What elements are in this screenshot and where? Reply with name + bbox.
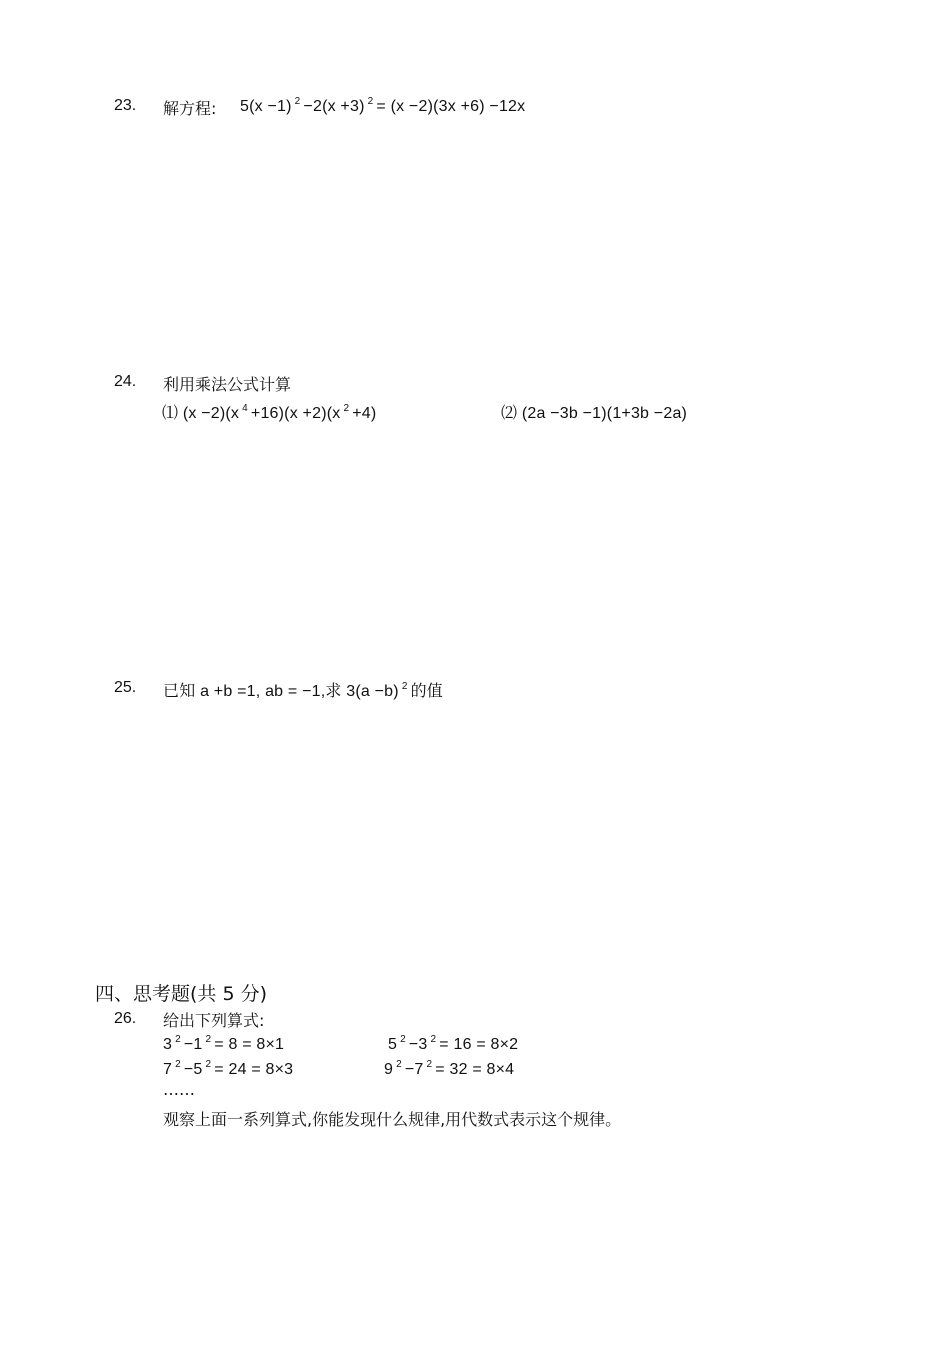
- exponent: 2: [175, 1059, 181, 1070]
- base: −1: [183, 1036, 203, 1053]
- condition-1: a +b =1: [200, 683, 256, 700]
- question-26-label: 给出下列算式:: [163, 1011, 265, 1030]
- base: 9: [384, 1061, 394, 1078]
- question-23-number: 23.: [114, 97, 137, 114]
- exponent: 2: [367, 96, 374, 107]
- exponent: 2: [430, 1034, 437, 1045]
- question-25-number: 25.: [114, 679, 137, 696]
- question-26-prompt: 观察上面一系列算式,你能发现什么规律,用代数式表示这个规律。: [163, 1110, 622, 1129]
- expression-part: +16)(x +2)(x: [250, 405, 341, 422]
- exponent: 2: [205, 1059, 212, 1070]
- exponent: 4: [242, 403, 248, 414]
- question-26-number: 26.: [114, 1010, 137, 1027]
- base: 7: [163, 1061, 173, 1078]
- section-4-title: 四、思考题(共 5 分): [95, 983, 267, 1005]
- exponent: 2: [343, 403, 350, 414]
- target-expression: 3(a −b): [346, 683, 399, 700]
- result: = 32 = 8×4: [435, 1061, 515, 1078]
- question-24-part-1: [162, 400, 376, 423]
- equation-3: [163, 1061, 293, 1079]
- exponent: 2: [396, 1059, 402, 1070]
- question-23-equation: [240, 98, 525, 116]
- result: = 8 = 8×1: [214, 1036, 285, 1053]
- exponent: 2: [205, 1034, 212, 1045]
- equation-part: 5(x −1): [240, 98, 292, 115]
- condition-2: ab = −1: [265, 683, 321, 700]
- question-23-label: 解方程:: [163, 99, 217, 118]
- exponent: 2: [175, 1034, 181, 1045]
- separator: ,求: [320, 683, 342, 700]
- expression-part: +4): [352, 405, 377, 422]
- question-24-label: 利用乘法公式计算: [163, 375, 292, 394]
- result: = 16 = 8×2: [439, 1036, 519, 1053]
- part-marker: ⑴: [162, 405, 179, 422]
- equation-2: [388, 1036, 518, 1054]
- expression-part: (x −2)(x: [182, 405, 240, 422]
- question-24-number: 24.: [114, 373, 137, 390]
- base: −3: [408, 1036, 428, 1053]
- expression: (2a −3b −1)(1+3b −2a): [521, 405, 688, 422]
- question-24-part-2: [501, 400, 687, 423]
- base: 5: [388, 1036, 398, 1053]
- part-marker: ⑵: [501, 405, 518, 422]
- question-25-text: [163, 678, 443, 701]
- base: −5: [183, 1061, 203, 1078]
- exponent: 2: [401, 681, 408, 692]
- base: −7: [404, 1061, 424, 1078]
- separator: ,: [255, 683, 261, 700]
- result: = 24 = 8×3: [214, 1061, 294, 1078]
- base: 3: [163, 1036, 173, 1053]
- ellipsis: ……: [163, 1080, 195, 1099]
- equation-4: [384, 1061, 514, 1079]
- exponent: 2: [294, 96, 301, 107]
- equation-part: −2(x +3): [303, 98, 365, 115]
- equation-1: [163, 1036, 284, 1054]
- question-25-suffix: 的值: [410, 683, 443, 700]
- question-25-label: 已知: [163, 683, 196, 700]
- exponent: 2: [400, 1034, 406, 1045]
- equation-part: = (x −2)(3x +6) −12x: [376, 98, 526, 115]
- exponent: 2: [426, 1059, 433, 1070]
